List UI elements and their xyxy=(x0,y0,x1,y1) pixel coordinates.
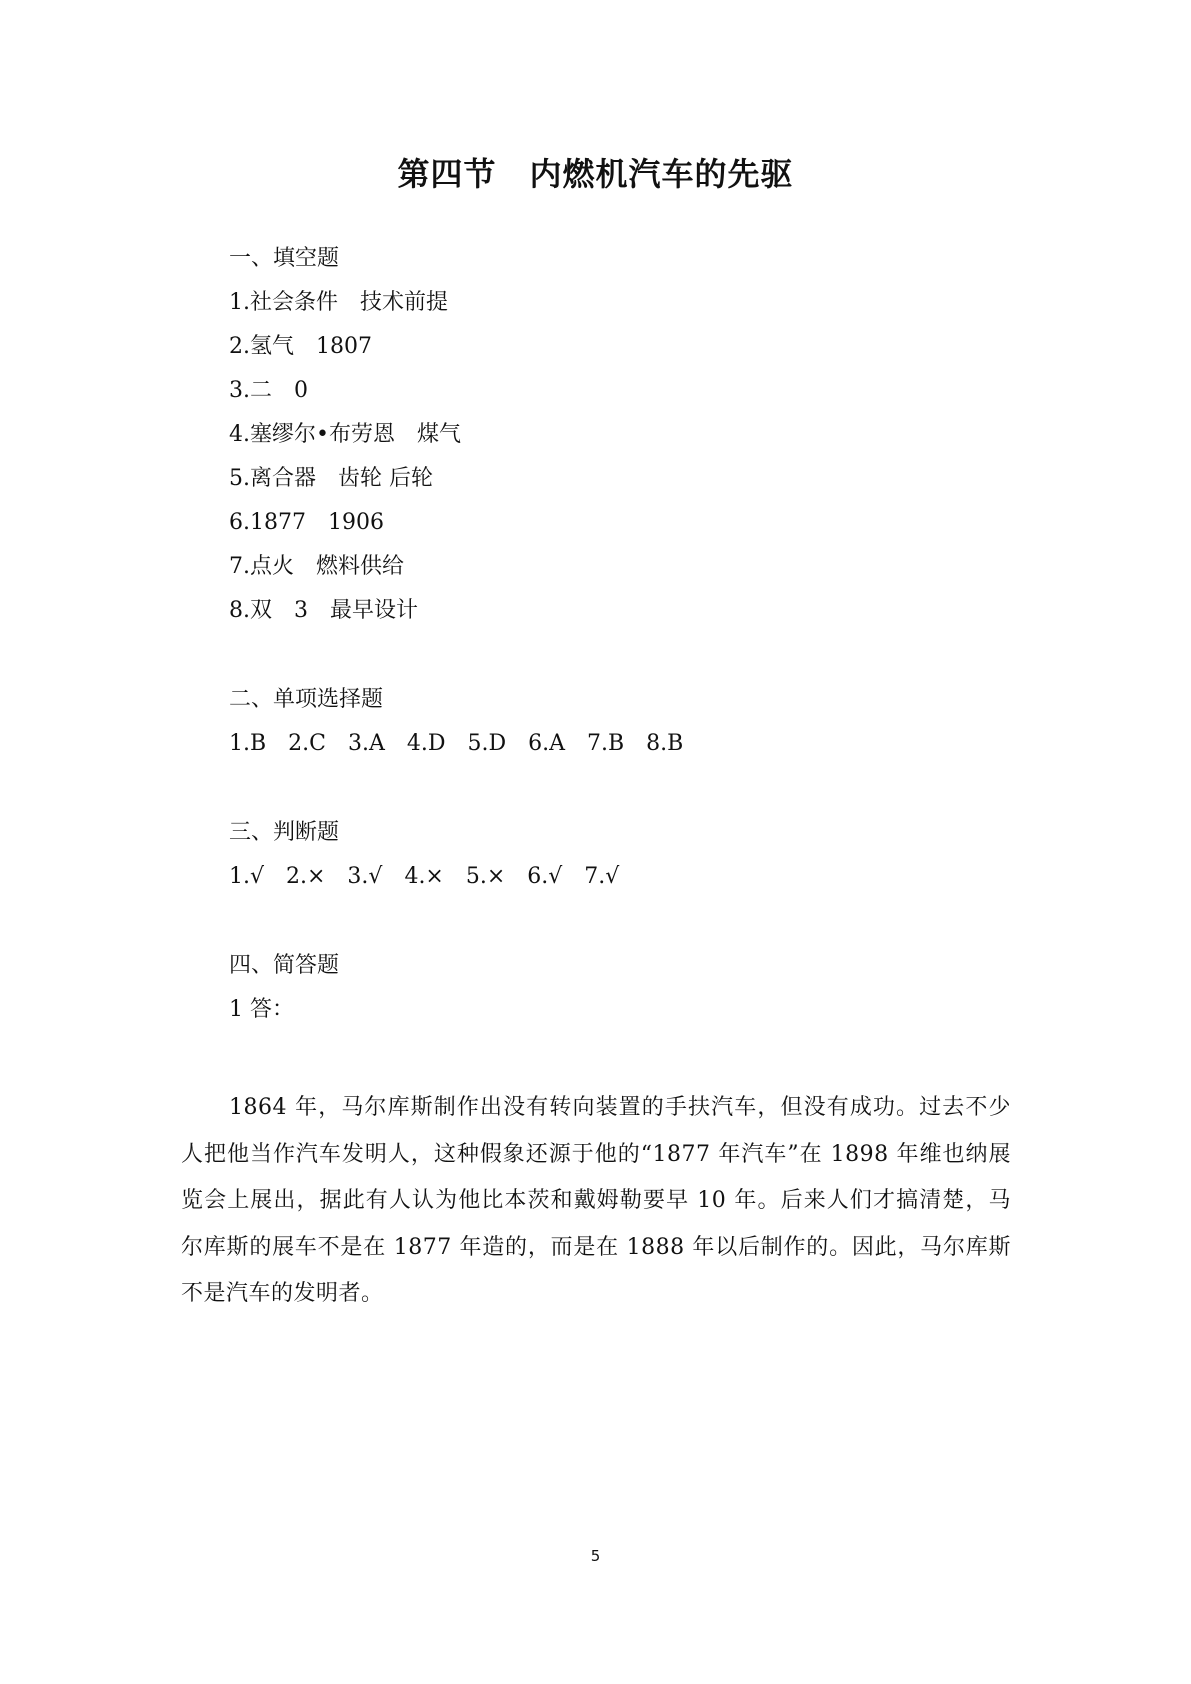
fill-in-answer-4: 4.塞缪尔•布劳恩 煤气 xyxy=(229,422,461,447)
section-heading-fill-in: 一、填空题 xyxy=(229,246,340,271)
fill-in-answer-7: 7.点火 燃料供给 xyxy=(229,554,404,579)
page-number: 5 xyxy=(590,1547,601,1565)
short-answer-label: 1 答： xyxy=(229,997,294,1022)
section-heading-true-false: 三、判断题 xyxy=(229,820,340,845)
true-false-answers: 1.√ 2.× 3.√ 4.× 5.× 6.√ 7.√ xyxy=(229,864,620,889)
fill-in-answer-3: 3.二 0 xyxy=(229,378,308,403)
short-answer-paragraph: 1864 年，马尔库斯制作出没有转向装置的手扶汽车，但没有成功。过去不少人把他当作汽车发明人，这种假象还源于他的“1877 年汽车”在 1898 年维也纳展览会上展出，据此有人认为他比本茨和戴姆勒要早 10 年。后来人们才搞清楚，马尔库斯的展车不是在 1877 年造的，而是在 1888 年以后制作的。因此，马尔库斯不是汽车的发明者。 xyxy=(181,1095,1011,1306)
multiple-choice-answers: 1.B 2.C 3.A 4.D 5.D 6.A 7.B 8.B xyxy=(229,731,684,756)
page-title: 第四节 内燃机汽车的先驱 xyxy=(397,155,794,193)
fill-in-answer-8: 8.双 3 最早设计 xyxy=(229,598,418,623)
fill-in-answer-1: 1.社会条件 技术前提 xyxy=(229,290,448,315)
section-heading-short-answer: 四、简答题 xyxy=(229,953,340,978)
fill-in-answer-6: 6.1877 1906 xyxy=(229,510,384,535)
fill-in-answer-5: 5.离合器 齿轮 后轮 xyxy=(229,466,433,491)
section-heading-multiple-choice: 二、单项选择题 xyxy=(229,687,384,712)
fill-in-answer-2: 2.氢气 1807 xyxy=(229,334,372,359)
